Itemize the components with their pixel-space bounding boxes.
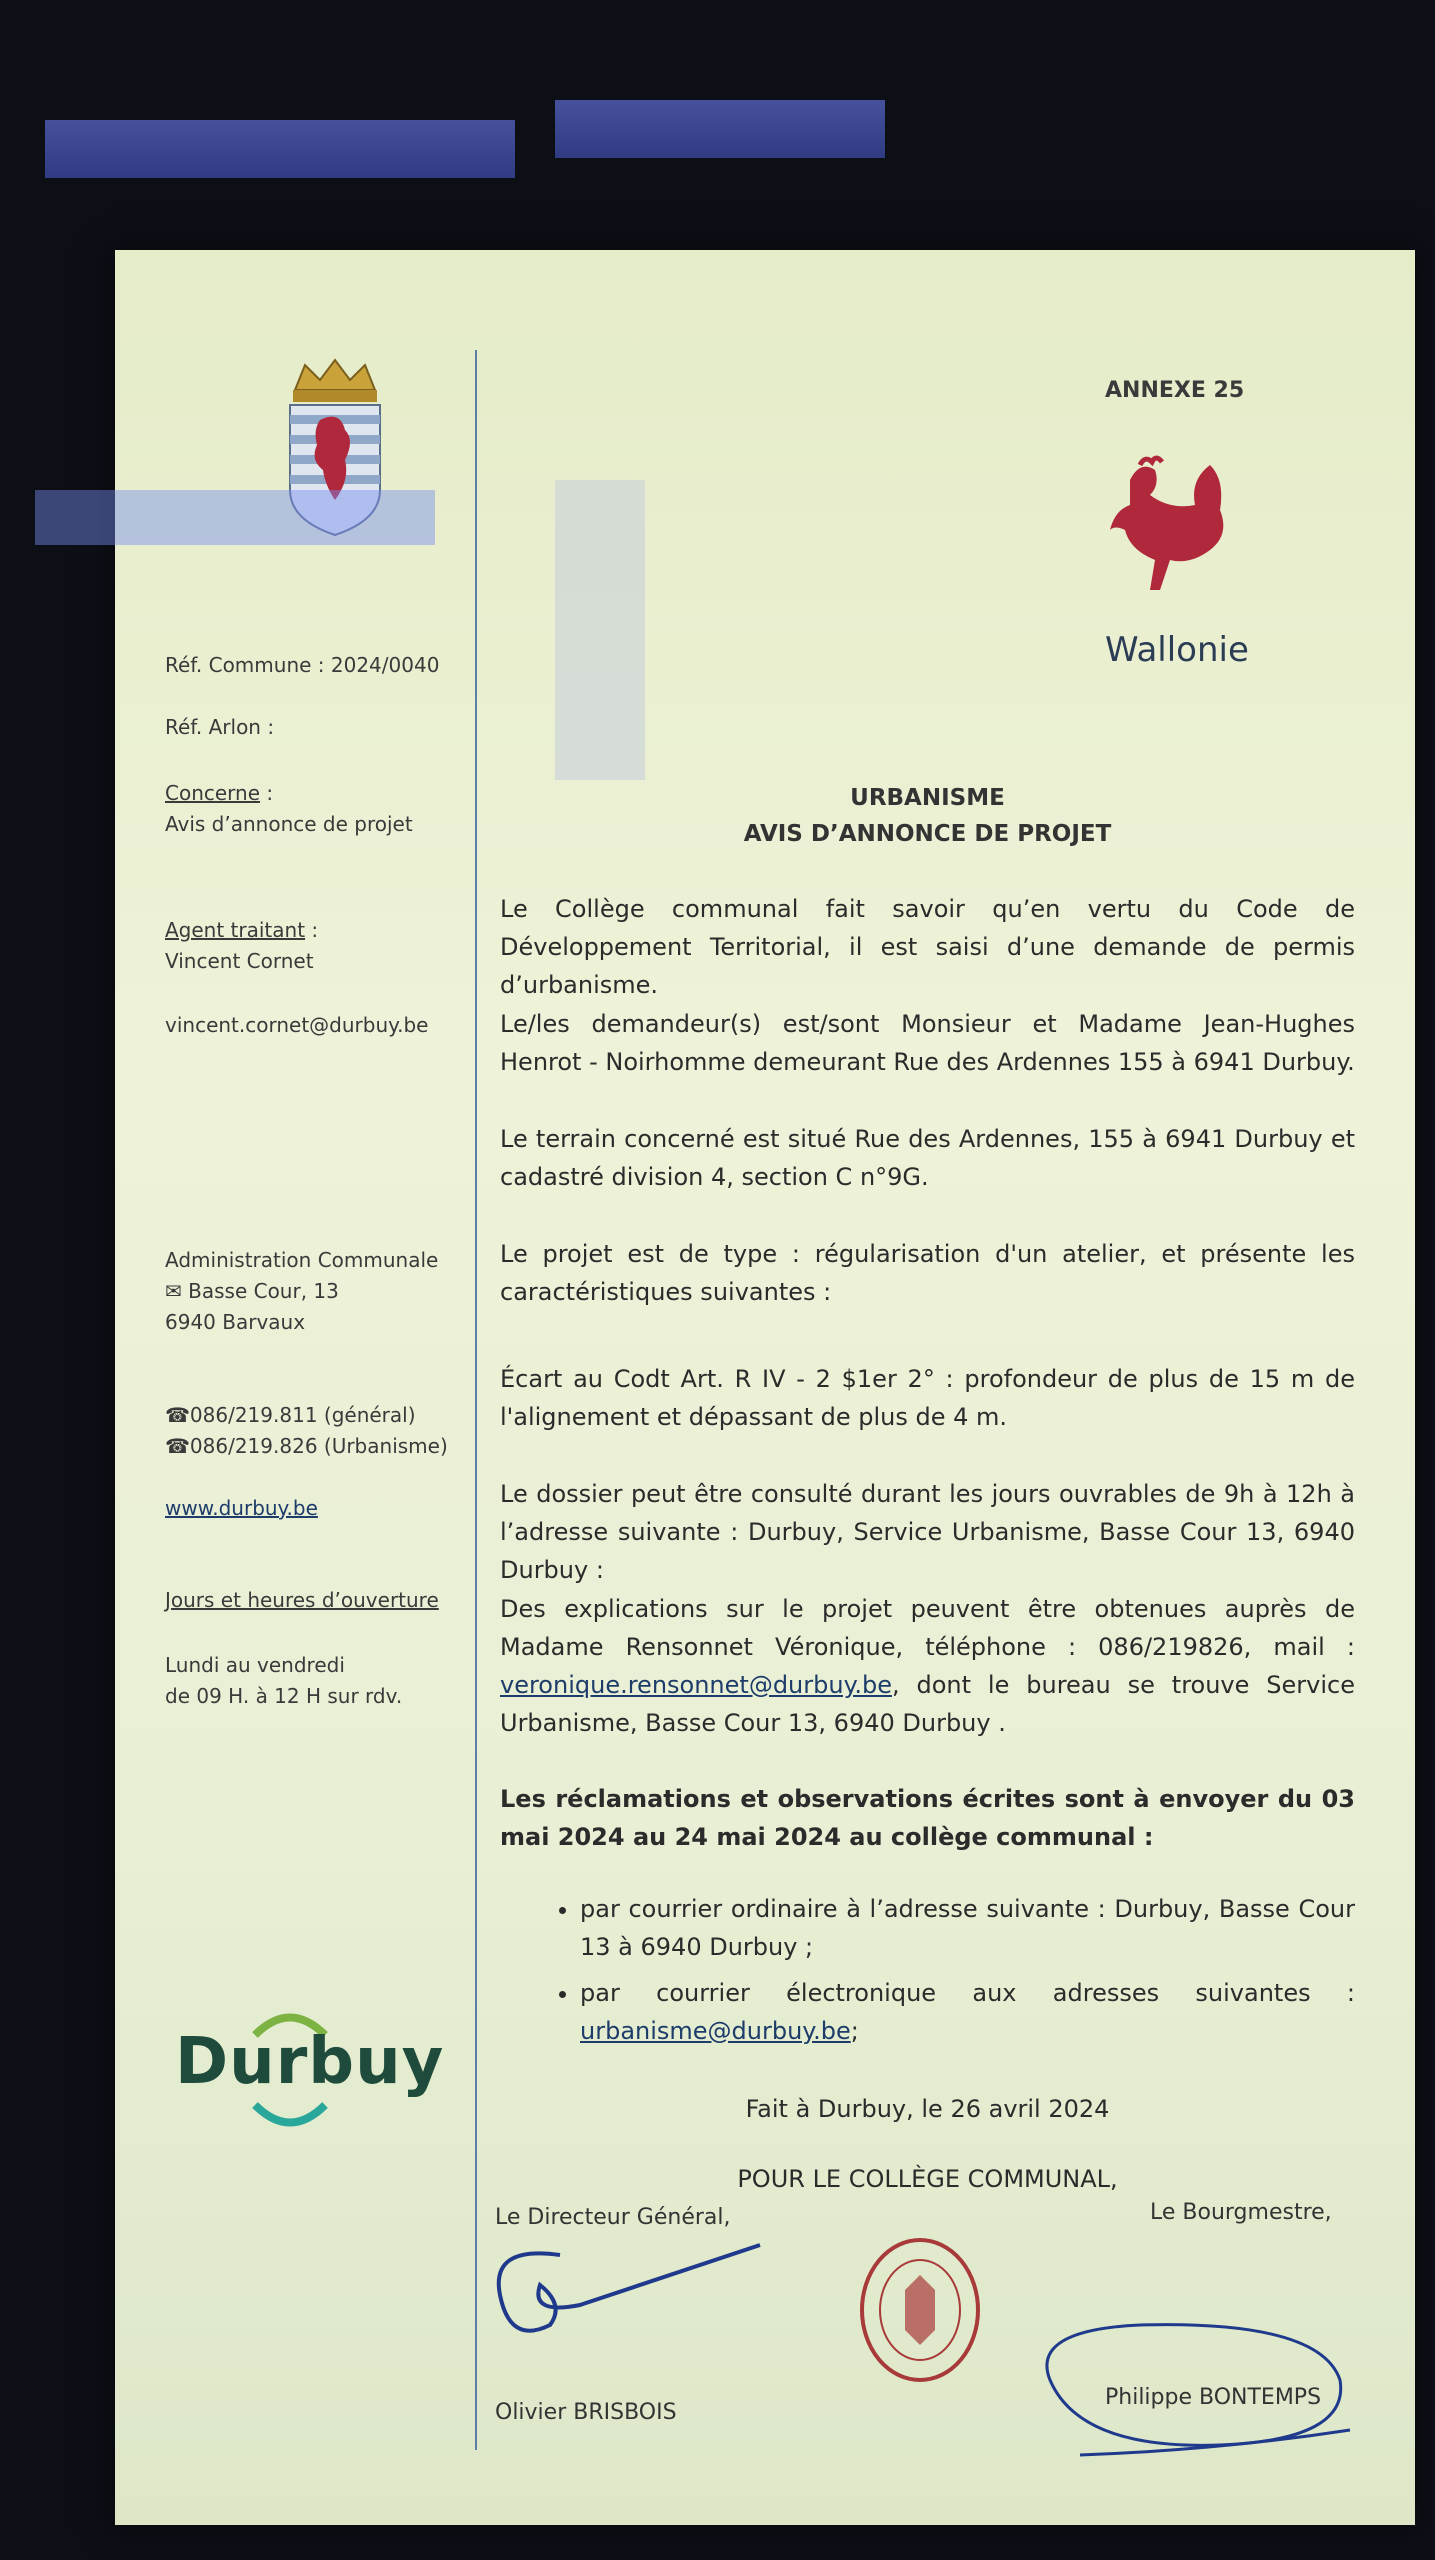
durbuy-logo-text: Durbuy [175, 2025, 445, 2099]
window-glare-right [555, 100, 885, 158]
hours-line1: Lundi au vendredi [165, 1653, 345, 1677]
hours-block [165, 1650, 402, 1712]
paragraph-5: Écart au Codt Art. R IV - 2 $1er 2° : profondeur de plus de 15 m de l'alignement et dépassant de plus de 4 m. [500, 1365, 1355, 1431]
p7-before: Des explications sur le projet peuvent être obtenues auprès de Madame Rensonnet Véronique, téléphone : 086/219826, mail : [500, 1595, 1355, 1661]
admin-city: 6940 Barvaux [165, 1310, 306, 1334]
bullet-courrier: • par courrier ordinaire à l’adresse suivante : Durbuy, Basse Cour 13 à 6940 Durbuy ; [580, 1890, 1355, 1966]
admin-block [165, 1245, 438, 1338]
phone-urbanisme[interactable]: 086/219.826 (Urbanisme) [189, 1434, 448, 1458]
phone-icon: ☎ [165, 1403, 190, 1427]
concerne-value: Avis d’annonce de projet [165, 812, 413, 836]
paragraph-4: Le projet est de type : régularisation d'un atelier, et présente les caractéristiques suivantes : [500, 1240, 1355, 1306]
agent-name: Vincent Cornet [165, 949, 314, 973]
phone-block [165, 1400, 448, 1462]
paragraph-3: Le terrain concerné est situé Rue des Ardennes, 155 à 6941 Durbuy et cadastré division 4, section C n°9G. [500, 1125, 1355, 1191]
bullet2-after: ; [850, 2017, 859, 2045]
annexe-label: ANNEXE 25 [1105, 378, 1245, 403]
official-stamp-icon [855, 2235, 985, 2385]
agent-block: Agent traitant : Vincent Cornet [165, 918, 319, 973]
paragraph-2: Le/les demandeur(s) est/sont Monsieur et Madame Jean-Hughes Henrot - Noirhomme demeurant Rue des Ardennes 155 à 6941 Durbuy. [500, 1010, 1355, 1076]
vertical-divider [475, 350, 477, 2450]
title-urbanisme: URBANISME [850, 785, 1005, 811]
directeur-title: Le Directeur Général, [495, 2205, 731, 2230]
directeur-signature-icon [470, 2235, 770, 2355]
directeur-name: Olivier BRISBOIS [495, 2400, 677, 2425]
region-name: Wallonie [1105, 630, 1249, 670]
website-link[interactable]: www.durbuy.be [165, 1496, 318, 1520]
ref-commune: Réf. Commune : 2024/0040 [165, 653, 440, 677]
notice-document [115, 250, 1415, 2525]
agent-email[interactable]: vincent.cornet@durbuy.be [165, 1013, 429, 1037]
pour-le-college: POUR LE COLLÈGE COMMUNAL, [737, 2165, 1118, 2193]
fait-a-durbuy: Fait à Durbuy, le 26 avril 2024 [745, 2095, 1110, 2123]
paragraph-7 [500, 1590, 1355, 1742]
admin-street: Basse Cour, 13 [188, 1279, 339, 1303]
paragraph-8: Les réclamations et observations écrites sont à envoyer du 03 mai 2024 au 24 mai 2024 au collège communal : [500, 1785, 1355, 1851]
mail-icon: ✉ [165, 1279, 182, 1303]
bourgmestre-title: Le Bourgmestre, [1150, 2200, 1332, 2225]
bourgmestre-name: Philippe BONTEMPS [1105, 2385, 1322, 2410]
bullet-list [500, 1890, 1355, 2058]
paragraph-6: Le dossier peut être consulté durant les jours ouvrables de 9h à 12h à l’adresse suivante : Durbuy, Service Urbanisme, Basse Cour 13, 6940 Durbuy : [500, 1480, 1355, 1584]
window-glare-left [45, 120, 515, 178]
p7-after: , dont le bureau se trouve Service Urbanisme, Basse Cour 13, 6940 Durbuy . [500, 1671, 1355, 1737]
concerne-label: Concerne [165, 781, 261, 805]
glass-reflection [555, 480, 645, 780]
rooster-icon [1100, 450, 1240, 610]
paragraph-1: Le Collège communal fait savoir qu’en vertu du Code de Développement Territorial, il est saisi d’une demande de permis d’urbanisme. [500, 895, 1355, 999]
hours-line2: de 09 H. à 12 H sur rdv. [165, 1684, 403, 1708]
bullet2-before: par courrier électronique aux adresses suivantes : [580, 1979, 1355, 2007]
admin-name: Administration Communale [165, 1248, 439, 1272]
phone-general[interactable]: 086/219.811 (général) [189, 1403, 416, 1427]
phone-icon: ☎ [165, 1434, 190, 1458]
urbanisme-email-link[interactable]: urbanisme@durbuy.be [580, 2017, 851, 2045]
concerne-block: Concerne : Avis d’annonce de projet [165, 781, 413, 836]
veronique-email-link[interactable]: veronique.rensonnet@durbuy.be [500, 1671, 892, 1699]
hours-title: Jours et heures d’ouverture [165, 1588, 439, 1612]
agent-label: Agent traitant [165, 918, 306, 942]
bullet-electronique [580, 1974, 1355, 2050]
title-avis: AVIS D’ANNONCE DE PROJET [743, 821, 1112, 847]
ref-arlon: Réf. Arlon : [165, 715, 275, 739]
glass-reflection [35, 490, 435, 545]
